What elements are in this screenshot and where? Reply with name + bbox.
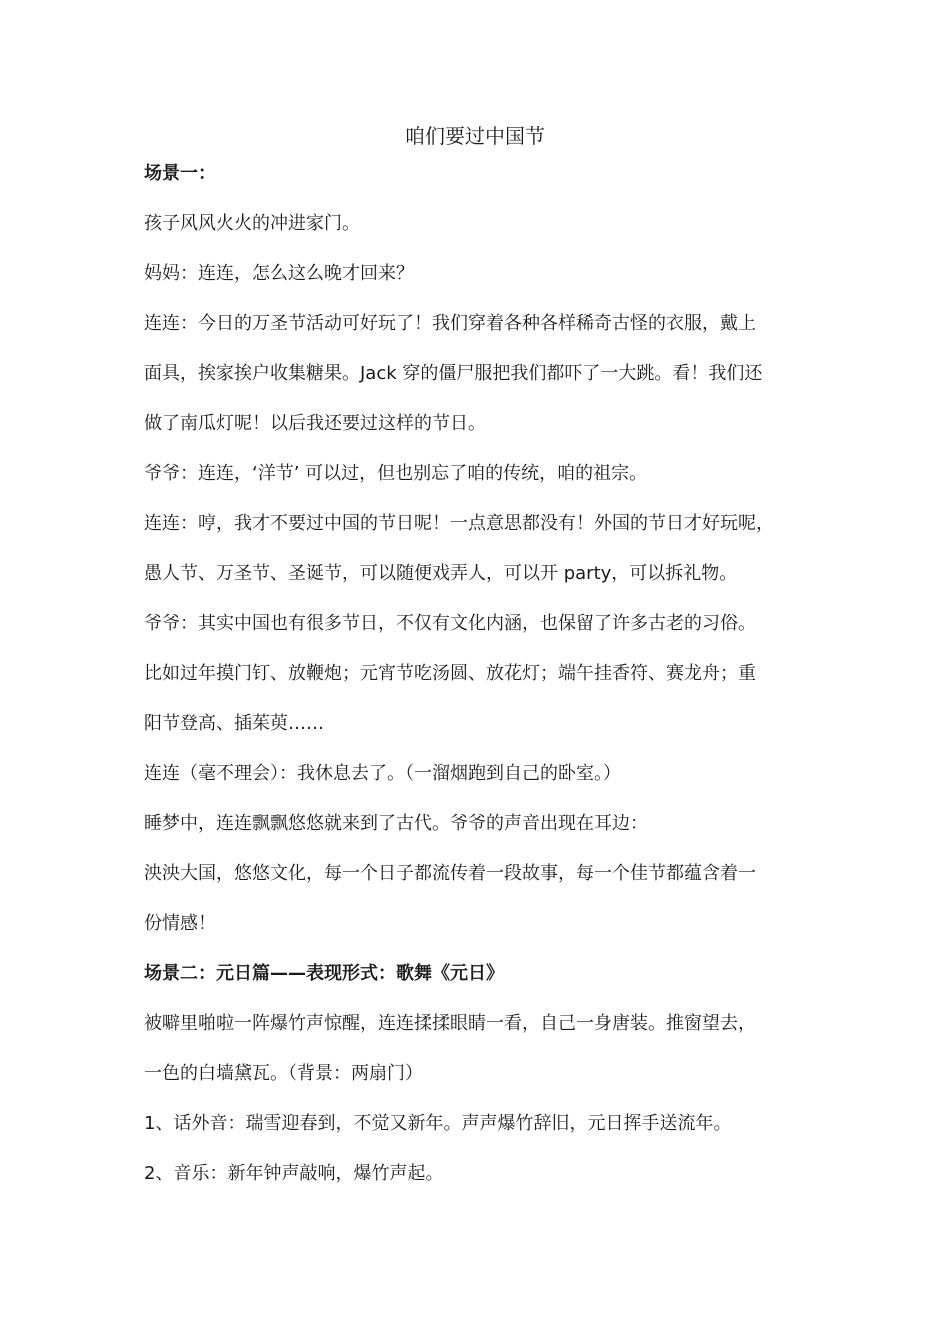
text-line: 阳节登高、插茱萸…… <box>144 713 324 734</box>
text-line: 爷爷：其实中国也有很多节日，不仅有文化内涵，也保留了许多古老的习俗。 <box>144 613 756 634</box>
text-line: 妈妈：连连，怎么这么晚才回来？ <box>144 263 414 284</box>
scene-heading: 场景二：元日篇——表现形式：歌舞《元日》 <box>144 963 504 984</box>
text-line: 份情感！ <box>144 913 216 934</box>
document-title: 咱们要过中国节 <box>405 124 545 148</box>
scene-heading: 场景一： <box>144 163 216 184</box>
text-line: 连连：哼，我才不要过中国的节日呢！一点意思都没有！外国的节日才好玩呢， <box>144 513 774 534</box>
text-line: 被噼里啪啦一阵爆竹声惊醒，连连揉揉眼睛一看，自己一身唐装。推窗望去， <box>144 1013 756 1034</box>
text-line: 睡梦中，连连飘飘悠悠就来到了古代。爷爷的声音出现在耳边： <box>144 813 648 834</box>
text-line: 愚人节、万圣节、圣诞节，可以随便戏弄人，可以开 party，可以拆礼物。 <box>144 563 738 584</box>
text-line: 连连：今日的万圣节活动可好玩了！我们穿着各种各样稀奇古怪的衣服，戴上 <box>144 313 756 334</box>
text-line: 孩子风风火火的冲进家门。 <box>144 213 360 234</box>
text-line: 做了南瓜灯呢！以后我还要过这样的节日。 <box>144 413 486 434</box>
text-line: 1、话外音：瑞雪迎春到，不觉又新年。声声爆竹辞旧，元日挥手送流年。 <box>144 1113 732 1134</box>
text-line: 一色的白墙黛瓦。（背景：两扇门） <box>144 1063 423 1084</box>
text-line: 泱泱大国，悠悠文化，每一个日子都流传着一段故事，每一个佳节都蕴含着一 <box>144 863 756 884</box>
text-line: 爷爷：连连，‘洋节’ 可以过，但也别忘了咱的传统，咱的祖宗。 <box>144 463 648 484</box>
text-line: 连连（毫不理会）：我休息去了。（一溜烟跑到自己的卧室。） <box>144 763 621 784</box>
document-body <box>144 156 814 1206</box>
text-line: 2、音乐：新年钟声敲响，爆竹声起。 <box>144 1163 444 1184</box>
text-line: 面具，挨家挨户收集糖果。Jack 穿的僵尸服把我们都吓了一大跳。看！我们还 <box>144 363 763 384</box>
text-line: 比如过年摸门钉、放鞭炮；元宵节吃汤圆、放花灯；端午挂香符、赛龙舟；重 <box>144 663 756 684</box>
